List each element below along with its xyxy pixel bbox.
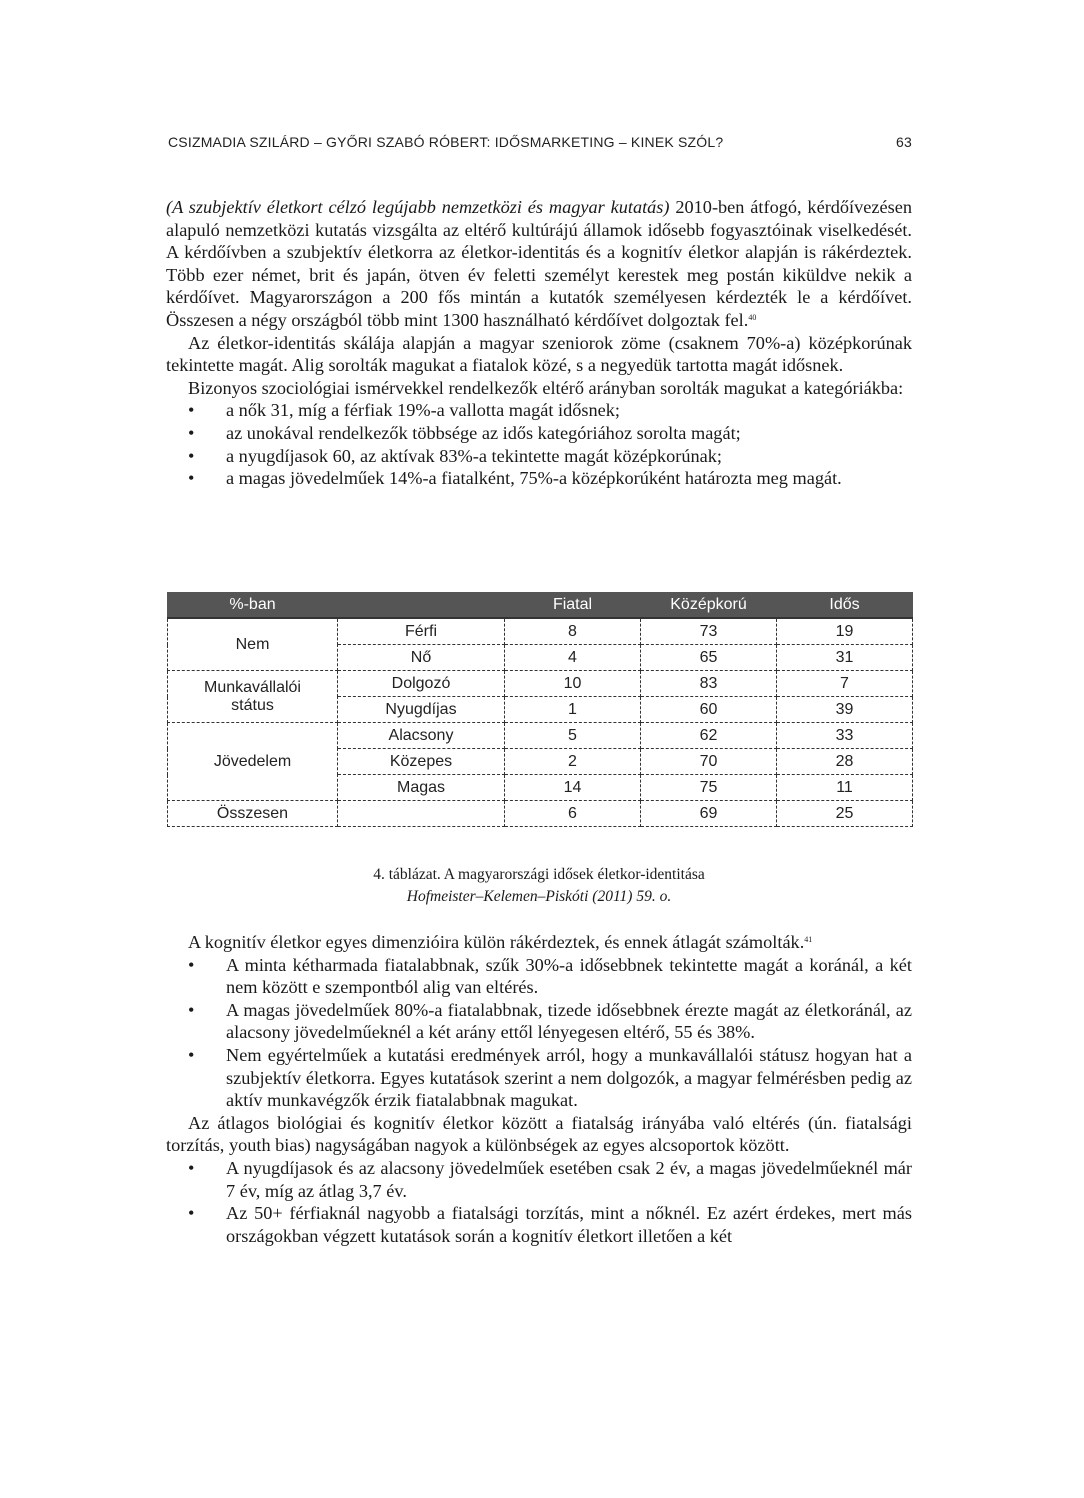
group-label-line: státus — [231, 696, 274, 714]
running-head — [168, 134, 912, 150]
subgroup-cell — [338, 801, 505, 827]
group-cell-munkavallaloi — [168, 671, 338, 723]
value-cell: 28 — [777, 749, 913, 775]
page-number: 63 — [896, 134, 912, 150]
list-item: • a magas jövedelműek 14%-a fiatalként, 75%-a középkorúként határozta meg magát. — [166, 467, 912, 490]
list-item: • Nem egyértelműek a kutatási eredmények arról, hogy a munkavállalói státusz hogyan hat a szubjektív életkorra. Egyes kutatások szerint a nem dolgozók, a magyar felmérésben pedig az aktív munkavégzők érzik fiatalabbnak magukat. — [166, 1044, 912, 1112]
group-cell-osszesen: Összesen — [168, 801, 338, 827]
intro-section — [166, 196, 912, 490]
value-cell: 19 — [777, 618, 913, 645]
subgroup-cell: Közepes — [338, 749, 505, 775]
subgroup-cell: Nyugdíjas — [338, 697, 505, 723]
intro-italic-lead: (A szubjektív életkort célzó legújabb nemzetközi és magyar kutatás) — [166, 197, 670, 217]
running-title: CSIZMADIA SZILÁRD – GYŐRI SZABÓ RÓBERT: IDŐSMARKETING – KINEK SZÓL? — [168, 134, 724, 150]
header-subgroup — [338, 593, 505, 619]
value-cell: 14 — [505, 775, 641, 801]
value-cell: 60 — [641, 697, 777, 723]
header-fiatal: Fiatal — [505, 593, 641, 619]
footnote-ref-41: 41 — [804, 935, 813, 944]
value-cell: 2 — [505, 749, 641, 775]
value-cell: 33 — [777, 723, 913, 749]
value-cell: 69 — [641, 801, 777, 827]
value-cell: 10 — [505, 671, 641, 697]
cognitive-paragraph-1-text: A kognitív életkor egyes dimenzióira külön rákérdeztek, és ennek átlagát számolták. — [188, 932, 805, 952]
list-item: • A magas jövedelműek 80%-a fiatalabbnak, tizede idősebbnek érezte magát az életkoránál, az alacsony jövedelműeknél a két arány ettől lényegesen eltérő, 55 és 38%. — [166, 999, 912, 1044]
intro-bullet-list — [166, 399, 912, 489]
value-cell: 5 — [505, 723, 641, 749]
list-item: • az unokával rendelkezők többsége az idős kategóriához sorolta magát; — [166, 422, 912, 445]
subgroup-cell: Dolgozó — [338, 671, 505, 697]
value-cell: 39 — [777, 697, 913, 723]
group-cell-nem: Nem — [168, 618, 338, 671]
value-cell: 8 — [505, 618, 641, 645]
cognitive-paragraph-2: Az átlagos biológiai és kognitív életkor között a fiatalság irányába való eltérés (ún. fiatalsági torzítás, youth bias) nagyságában nagyok a különbségek az egyes alcsoportok között. — [166, 1112, 912, 1156]
value-cell: 70 — [641, 749, 777, 775]
subgroup-cell: Nő — [338, 645, 505, 671]
bias-bullet-list — [166, 1157, 912, 1247]
value-cell: 73 — [641, 618, 777, 645]
list-item: • A minta kétharmada fiatalabbnak, szűk 30%-a idősebbnek tekintette magát a koránál, a két nem között e szempontból alig van eltérés. — [166, 954, 912, 999]
header-idos: Idős — [777, 593, 913, 619]
value-cell: 65 — [641, 645, 777, 671]
intro-paragraph-2: Az életkor-identitás skálája alapján a magyar szeniorok zöme (csaknem 70%-a) középkorúnak tekintette magát. Alig sorolták magukat a fiatalok közé, s a negyedük tartotta magát idősnek. — [166, 332, 912, 376]
list-item: • A nyugdíjasok és az alacsony jövedelműek esetében csak 2 év, a magas jövedelműeknél már 7 év, míg az átlag 3,7 év. — [166, 1157, 912, 1202]
value-cell: 6 — [505, 801, 641, 827]
subgroup-cell: Alacsony — [338, 723, 505, 749]
table-caption — [166, 864, 912, 908]
footnote-ref-40: 40 — [748, 312, 757, 322]
value-cell: 31 — [777, 645, 913, 671]
table-row — [168, 801, 913, 827]
cognitive-bullet-list — [166, 954, 912, 1112]
list-item: • a nyugdíjasok 60, az aktívak 83%-a tekintette magát középkorúnak; — [166, 445, 912, 468]
caption-source: Hofmeister–Kelemen–Piskóti (2011) 59. o. — [406, 888, 672, 905]
intro-paragraph-1-text: 2010-ben átfogó, kérdőívezésen alapuló nemzetközi kutatás vizsgálta az eltérő kultúrájú államok idősebb fogyasztóinak viselkedését. A kérdőívben a szubjektív életkorra az életkor-identitás és a kognitív életkor alapján is rákérdeztek. Több ezer német, brit és japán, ötven év feletti személyt kerestek meg postán kiküldve nekik a kérdőívet. Magyarországon a 200 fős mintán a kutatók személyesen kérdezték le a kérdőívet. Összesen a négy országból több mint 1300 használható kérdőívet dolgoztak fel. — [166, 197, 912, 330]
value-cell: 62 — [641, 723, 777, 749]
table-row — [168, 671, 913, 697]
intro-paragraph-1 — [166, 196, 912, 332]
group-cell-jovedelem: Jövedelem — [168, 723, 338, 801]
value-cell: 1 — [505, 697, 641, 723]
cognitive-section — [166, 931, 912, 1247]
subgroup-cell: Magas — [338, 775, 505, 801]
value-cell: 11 — [777, 775, 913, 801]
age-identity-table — [167, 592, 913, 827]
cognitive-paragraph-1 — [166, 931, 912, 954]
list-item: • Az 50+ férfiaknál nagyobb a fiatalsági torzítás, mint a nőknél. Ez azért érdekes, mert más országokban végzett kutatások során a kognitív életkort illetően a két — [166, 1202, 912, 1247]
header-kozepkoru: Középkorú — [641, 593, 777, 619]
table-row — [168, 618, 913, 645]
group-label-line: Munkavállalói — [204, 678, 301, 696]
caption-title: 4. táblázat. A magyarországi idősek életkor-identitása — [373, 866, 705, 883]
list-item: • a nők 31, míg a férfiak 19%-a vallotta magát idősnek; — [166, 399, 912, 422]
value-cell: 75 — [641, 775, 777, 801]
header-unit: %-ban — [168, 593, 338, 619]
table-header-row — [168, 593, 913, 619]
value-cell: 83 — [641, 671, 777, 697]
table-row — [168, 723, 913, 749]
subgroup-cell: Férfi — [338, 618, 505, 645]
value-cell: 7 — [777, 671, 913, 697]
value-cell: 25 — [777, 801, 913, 827]
value-cell: 4 — [505, 645, 641, 671]
intro-paragraph-3: Bizonyos szociológiai ismérvekkel rendelkezők eltérő arányban sorolták magukat a kategóriákba: — [188, 377, 904, 398]
